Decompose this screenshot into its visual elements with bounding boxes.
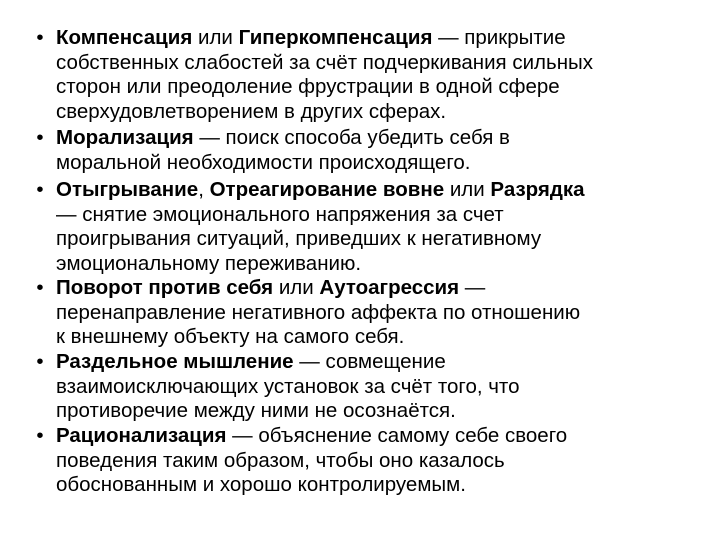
item-line bbox=[56, 51, 706, 76]
item-line bbox=[56, 227, 706, 252]
list-item bbox=[36, 276, 706, 350]
term: Компенсация bbox=[56, 26, 193, 49]
text-run: сторон или преодоление фрустрации в одной сфере bbox=[56, 75, 560, 98]
text-run: или bbox=[192, 26, 239, 49]
text-run: обоснованным и хорошо контролируемым. bbox=[56, 473, 466, 496]
bullet-icon: • bbox=[36, 424, 44, 447]
text-run: — bbox=[459, 276, 486, 299]
text-run: собственных слабостей за счёт подчеркивания сильных bbox=[56, 50, 594, 74]
item-line bbox=[56, 252, 706, 277]
text-run: — поиск способа убедить себя в bbox=[193, 126, 510, 149]
item-line bbox=[56, 399, 706, 424]
text-run: эмоциональному переживанию. bbox=[56, 251, 362, 275]
term: Рационализация bbox=[56, 424, 227, 447]
item-line bbox=[56, 325, 706, 350]
text-run: , bbox=[198, 178, 210, 201]
text-run: проигрывания ситуаций, приведших к негативному bbox=[56, 227, 542, 250]
term: Разрядка bbox=[490, 178, 585, 201]
bullet-icon: • bbox=[36, 276, 44, 299]
text-run: противоречие между ними не осознаётся. bbox=[56, 399, 456, 422]
list-item bbox=[36, 26, 706, 124]
text-run: поведения таким образом, чтобы оно казалось bbox=[56, 448, 505, 472]
list-item bbox=[36, 424, 706, 498]
text-run: моральной необходимости происходящего. bbox=[56, 150, 471, 174]
item-line bbox=[56, 203, 706, 228]
text-run: сверхудовлетворением в других сферах. bbox=[56, 99, 447, 123]
text-run: или bbox=[444, 178, 491, 201]
item-line bbox=[56, 350, 706, 375]
item-line bbox=[56, 178, 706, 203]
text-run: к внешнему объекту на самого себя. bbox=[56, 325, 405, 348]
text-run: или bbox=[273, 276, 320, 299]
term: Отреагирование вовне bbox=[209, 178, 445, 201]
term: Аутоагрессия bbox=[319, 276, 460, 299]
item-line bbox=[56, 424, 706, 449]
item-line bbox=[56, 473, 706, 498]
text-run: взаимоисключающих установок за счёт того, что bbox=[56, 374, 520, 398]
term: Поворот против себя bbox=[56, 276, 274, 299]
item-line bbox=[56, 75, 706, 100]
term: Раздельное мышление bbox=[56, 350, 294, 373]
item-line bbox=[56, 100, 706, 125]
list-item bbox=[36, 350, 706, 424]
item-line bbox=[56, 375, 706, 400]
text-run: — снятие эмоционального напряжения за счет bbox=[56, 202, 504, 226]
item-line bbox=[56, 151, 706, 176]
text-run: — объяснение самому себе своего bbox=[226, 424, 568, 447]
term: Морализация bbox=[56, 126, 194, 149]
list-item bbox=[36, 126, 706, 175]
term: Гиперкомпенсация bbox=[238, 26, 433, 49]
item-line bbox=[56, 276, 706, 301]
item-line bbox=[56, 126, 706, 151]
list-item bbox=[36, 178, 706, 276]
bullet-icon: • bbox=[36, 350, 44, 373]
item-line bbox=[56, 301, 706, 326]
text-run: перенаправление негативного аффекта по отношению bbox=[56, 300, 581, 324]
text-run: — совмещение bbox=[293, 350, 446, 373]
item-line bbox=[56, 26, 706, 51]
bullet-icon: • bbox=[36, 178, 44, 201]
text-run: — прикрытие bbox=[432, 26, 566, 49]
term: Отыгрывание bbox=[56, 178, 199, 201]
bullet-icon: • bbox=[36, 126, 44, 149]
item-line bbox=[56, 449, 706, 474]
bullet-icon: • bbox=[36, 26, 44, 49]
